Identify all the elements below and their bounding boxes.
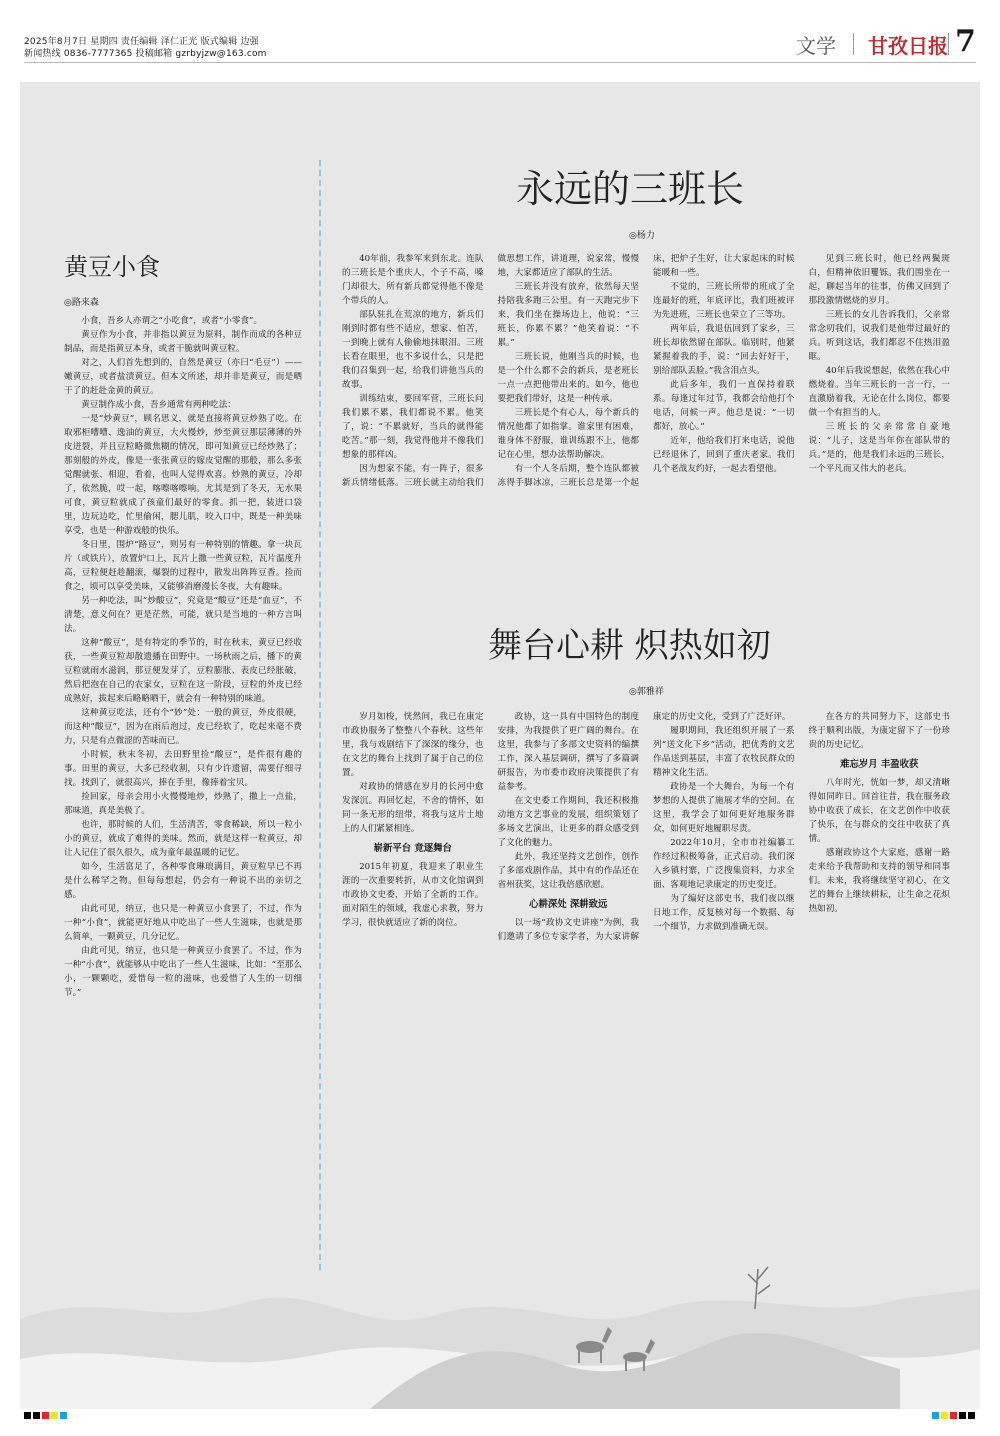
article-body-wutai	[342, 710, 950, 1270]
paragraph: 捡回家，母亲会用小火慢慢地炒，炒熟了，撒上一点盐，那味道，真是美极了。	[64, 792, 302, 816]
article-byline-huangdou: ◎路来森	[64, 298, 99, 308]
article-body-sanbanzhang	[342, 252, 950, 662]
page-header	[0, 0, 1000, 76]
article-title-sanbanzhang: 永远的三班长	[516, 167, 745, 211]
paragraph: 冬日里，围炉“路豆”，则另有一种特别的情趣。拿一块瓦片（或铁片），放置炉口上，瓦片上撒一些黄豆粒，瓦片温度升高，豆粒便赶趁翻滚，爆裂的过程中，散发出阵阵豆香。捡而食之，顷可以享受美味，又能够消磨漫长冬夜，大有趣味。	[64, 540, 302, 592]
article-title-wutai: 舞台心耕 炽热如初	[488, 626, 771, 666]
header-meta-line-1: 2025年8月7日 星期四 责任编辑 泽仁正光 版式编辑 边强	[24, 37, 259, 47]
paragraph: 这种黄豆吃法，还有个“妙”处：一般的黄豆，外皮很硬，而这种“酸豆”，因为在雨后泡过，皮已经软了，吃起来毫不费力，只是有点微涩的苦味而已。	[64, 708, 302, 746]
paragraph: 对政协的情感在岁月的长河中愈发深沉。再回忆起，不舍的情怀，如同一条无形的纽带，将我与这片土地上的人们紧紧相连。	[342, 782, 484, 834]
paragraph: 40年后我说想起，依然在我心中燃烧着。当年三班长的一言一行，一直激励着我，无论在什么岗位，都要做一个有担当的人。	[808, 366, 950, 418]
article-subheading: 难忘岁月 丰盈收获	[840, 759, 919, 770]
paragraph: 黄豆作为小食，并非指以黄豆为原料，制作而成的各种豆制品，而是指黄豆本身，或者干脆就叫黄豆粒。	[64, 330, 302, 354]
header-divider	[853, 33, 854, 55]
paragraph: 40年前，我参军来到东北。连队的三班长是个重庆人，个子不高，嗓门却很大，所有新兵都觉得他不像是个带兵的人。	[342, 254, 484, 306]
paragraph: 这种“酸豆”，是有特定的季节的，时在秋末，黄豆已经收获，一些黄豆粒却散遗播在田野中。一场秋雨之后，播下的黄豆粒就雨水滋润，那豆便发芽了，豆粒膨胀、表皮已经胀破，然后把泡在自己的农家女，豆粒在这一阶段，豆粒的外皮已经成熟好，拔起来后略略晒干，就会有一种特别的味道。	[64, 638, 302, 704]
paragraph: 履职期间，我还组织开展了一系列“送文化下乡”活动，把优秀的文艺作品送到基层，丰富了农牧民群众的精神文化生活。	[653, 726, 795, 778]
paragraph: 三班长的父亲常常自豪地说：“儿子，这是当年你在部队带的兵。”是的，他是我们永远的三班长，一个平凡而又伟大的老兵。	[808, 422, 950, 474]
paragraph: 三班长并没有放弃，依然每天坚持陪我多跑三公里。有一天跑完步下来，我们坐在操场边上，他说：“三班长，你累不累？”他笑着说：“不累。”	[497, 282, 639, 348]
paragraph: 因为想家不能，有一阵子，很多新兵情绪低落。三班长就主动给我们做思想工作，讲道理，说家常，慢慢地，大家都适应了部队的生活。	[342, 254, 639, 488]
header-meta-line-2: 新闻热线 0836-7777365 投稿邮箱 gzrbyjzw@163.com	[24, 49, 267, 59]
paragraph: 有一个人冬后期，整个连队都被冻得手脚冰凉，三班长总是第一个起床，把炉子生好，让大家起床的时候能暖和一些。	[497, 254, 795, 488]
paragraph: 八年时光，恍如一梦，却又清晰得如同昨日。回首往昔，我在服务政协中收获了成长，在文艺创作中收获了快乐，在与群众的交往中收获了真情。	[808, 778, 950, 844]
paragraph: 见到三班长时，他已经两鬓斑白，但精神依旧矍铄。我们围坐在一起，聊起当年的往事，仿佛又回到了那段激情燃烧的岁月。	[808, 254, 950, 306]
paragraph: 一是“炒黄豆”，顾名思义，就是直接将黄豆炒熟了吃。在取邪柜嘈嘈、逸油的黄豆，大火慢炒，炒至黄豆那层薄薄的外皮迸裂，并且豆粒略微焦糊的情况，即可知黄豆已经炒熟了；那刻般的外皮，像是一张张黄豆的嫁皮觉醒的那般，那么多张觉醒就张、相迎，看着，也叫人觉得欢喜。炒熟的黄豆，冷却了，依然脆，哎一起，喀嚓喀嚓响。尤其是到了冬天，无水果可食，黄豆粒就成了孩童们最好的零食。抓一把，装进口袋里，边玩边吃，忙里偷闲，腮儿肌，咬入口中，既是一种美味享受，也是一种游戏般的快乐。	[64, 414, 302, 536]
paragraph: 2022年10月，全市市社编纂工作经过积极筹备，正式启动。我们深入乡镇村寨，广泛搜集资料，力求全面、客观地记录康定的历史变迁。	[653, 838, 795, 890]
paragraph: 也许，那时候的人们，生活清苦，零食稀缺，所以一粒小小的黄豆，就成了难得的美味。然而，就是这样一粒黄豆，却让人记住了很久很久，成为童年最温暖的记忆。	[64, 820, 302, 858]
paragraph: 另一种吃法，叫“炒酸豆”，究竟是“酸豆”还是“血豆”，不清楚，意义何在？更是茫然，可能，就只是当地的一种方言叫法。	[64, 596, 302, 634]
paragraph: 两年后，我退伍回到了家乡，三班长却依然留在部队。临别时，他紧紧握着我的手，说：“回去好好干，别给部队丢脸。”我含泪点头。	[653, 324, 795, 376]
color-registration-bar-left	[24, 1412, 69, 1419]
article-subheading: 崭新平台 竞逐舞台	[373, 843, 452, 854]
paragraph: 小食，吾乡人亦谓之“小吃食”，或者“小零食”。	[81, 316, 263, 326]
paragraph: 黄豆制作成小食，吾乡通常有两种吃法：	[81, 400, 236, 410]
paragraph: 对之，人们首先想到的，自然是黄豆（亦曰“毛豆”）——嫩黄豆，或者盐渍黄豆。但本文所述，却并非是黄豆，而是晒干了的赶赴金黄的黄豆。	[64, 358, 302, 396]
page-body	[20, 82, 980, 1409]
paragraph: 训练结束，要回军营，三班长问我们累不累，我们都说不累。他笑了，说：“不累就好，当兵的就得能吃苦。”那一刻，我觉得他并不像我们想象的那样凶。	[342, 394, 484, 460]
article-byline-sanbanzhang: ◎杨力	[629, 231, 655, 241]
article-subheading: 心耕深处 深耕致远	[529, 899, 608, 910]
paragraph: 小时候，秋末冬初，去田野里捡“酸豆”，是件很有趣的事。田里的黄豆，大多已经收割，只有少许遗留，需要仔细寻找。找到了，就很高兴，捧在手里，像捧着宝贝。	[64, 750, 302, 788]
article-title-huangdou: 黄豆小食	[64, 253, 160, 281]
paragraph: 在各方的共同努力下，这部史书终于顺利出版，为康定留下了一份珍贵的历史记忆。	[808, 712, 950, 750]
article-byline-wutai: ◎郭雅祥	[629, 687, 664, 697]
paragraph: 三班长是个有心人，每个新兵的情况他都了如指掌。谁家里有困难，谁身体不舒服，谁训练跟不上，他都记在心里，想办法帮助解决。	[497, 408, 639, 460]
page-number: 7	[955, 24, 976, 59]
paragraph: 此后多年，我们一直保持着联系。每逢过年过节，我都会给他打个电话，问候一声。他总是说：“一切都好，放心。”	[653, 380, 795, 432]
paragraph: 感谢政协这个大家庭，感谢一路走来给予我帮助和支持的领导和同事们。未来，我将继续坚守初心，在文艺的舞台上继续耕耘，让生命之花炽热如初。	[808, 848, 950, 914]
color-registration-bar-right	[932, 1412, 977, 1419]
paragraph: 以一场“政协文史讲座”为例，我们邀请了多位专家学者，为大家讲解康定的历史文化，受到了广泛好评。	[497, 712, 791, 942]
paragraph: 2015年初夏，我迎来了职业生涯的一次重要转折，从市文化馆调到市政协文史委，开始了全新的工作。面对陌生的领域，我虚心求教，努力学习，很快就适应了新的岗位。	[342, 862, 484, 928]
paragraph: 近年，他给我们打来电话，说他已经退休了，回到了重庆老家。我们几个老战友约好，一起去看望他。	[653, 436, 795, 474]
newspaper-logo: 甘孜日报	[868, 34, 948, 58]
header-rule	[24, 62, 976, 63]
article-body-huangdou	[64, 314, 302, 1364]
paragraph: 部队驻扎在荒凉的地方，新兵们刚到时都有些不适应，想家、怕苦，一到晚上就有人偷偷地抹眼泪。三班长看在眼里，也不多说什么，只是把我们召集到一起，给我们讲他当兵的故事。	[342, 310, 484, 390]
section-label: 文学	[796, 34, 836, 58]
paragraph: 由此可见，纳豆，也只是一种黄豆小食罢了。不过，作为一种“小食”，就能够从中吃出了一些人生滋味，比如：“至那么小，一颗颗吃，爱惜每一粒的滋味，也爱惜了人生的一切细节。”	[64, 946, 302, 998]
paragraph: 政协，这一具有中国特色的制度安排，为我提供了更广阔的舞台。在这里，我参与了多部文史资料的编撰工作，深入基层调研，撰写了多篇调研报告，为市委市政府决策提供了有益参考。	[497, 712, 639, 792]
paragraph: 三班长的女儿告诉我们，父亲常常念叨我们，说我们是他带过最好的兵。听到这话，我们都忍不住热泪盈眶。	[808, 310, 950, 362]
paragraph: 由此可见，纳豆，也只是一种黄豆小食罢了，不过，作为一种“小食”，就能更好地从中吃出了一些人生滋味，也就是那么简单，一颗黄豆，几分记忆。	[64, 904, 302, 942]
header-divider	[948, 33, 949, 55]
paragraph: 政协是一个大舞台，为每一个有梦想的人提供了施展才华的空间。在这里，我学会了如何更好地服务群众，如何更好地履职尽责。	[653, 782, 795, 834]
paragraph: 三班长说，他刚当兵的时候，也是一个什么都不会的新兵，是老班长一点一点把他带出来的。如今，他也要把我们带好，这是一种传承。	[497, 352, 639, 404]
paragraph: 岁月如梭，恍然间，我已在康定市政协服务了整整八个春秋。这些年里，我与戏剧结下了深深的缘分，也在文艺的舞台上找到了属于自己的位置。	[342, 712, 484, 778]
paragraph: 此外，我还坚持文艺创作，创作了多部戏剧作品，其中有的作品还在省州获奖，这让我倍感欣慰。	[497, 852, 639, 890]
paragraph: 不觉的，三班长所带的班成了全连最好的班，年底评比，我们班被评为先进班，三班长也荣立了三等功。	[653, 282, 795, 320]
paragraph: 如今，生活富足了，各种零食琳琅满目，黄豆粒早已不再是什么稀罕之物。但每每想起，仍会有一种说不出的亲切之感。	[64, 862, 302, 900]
column-divider	[319, 160, 321, 1270]
paragraph: 为了编好这部史书，我们夜以继日地工作，反复核对每一个数据、每一个细节，力求做到准确无误。	[653, 894, 795, 932]
paragraph: 在文史委工作期间，我还积极推动地方文艺事业的发展，组织策划了多场文艺演出，让更多的群众感受到了文化的魅力。	[497, 796, 639, 848]
